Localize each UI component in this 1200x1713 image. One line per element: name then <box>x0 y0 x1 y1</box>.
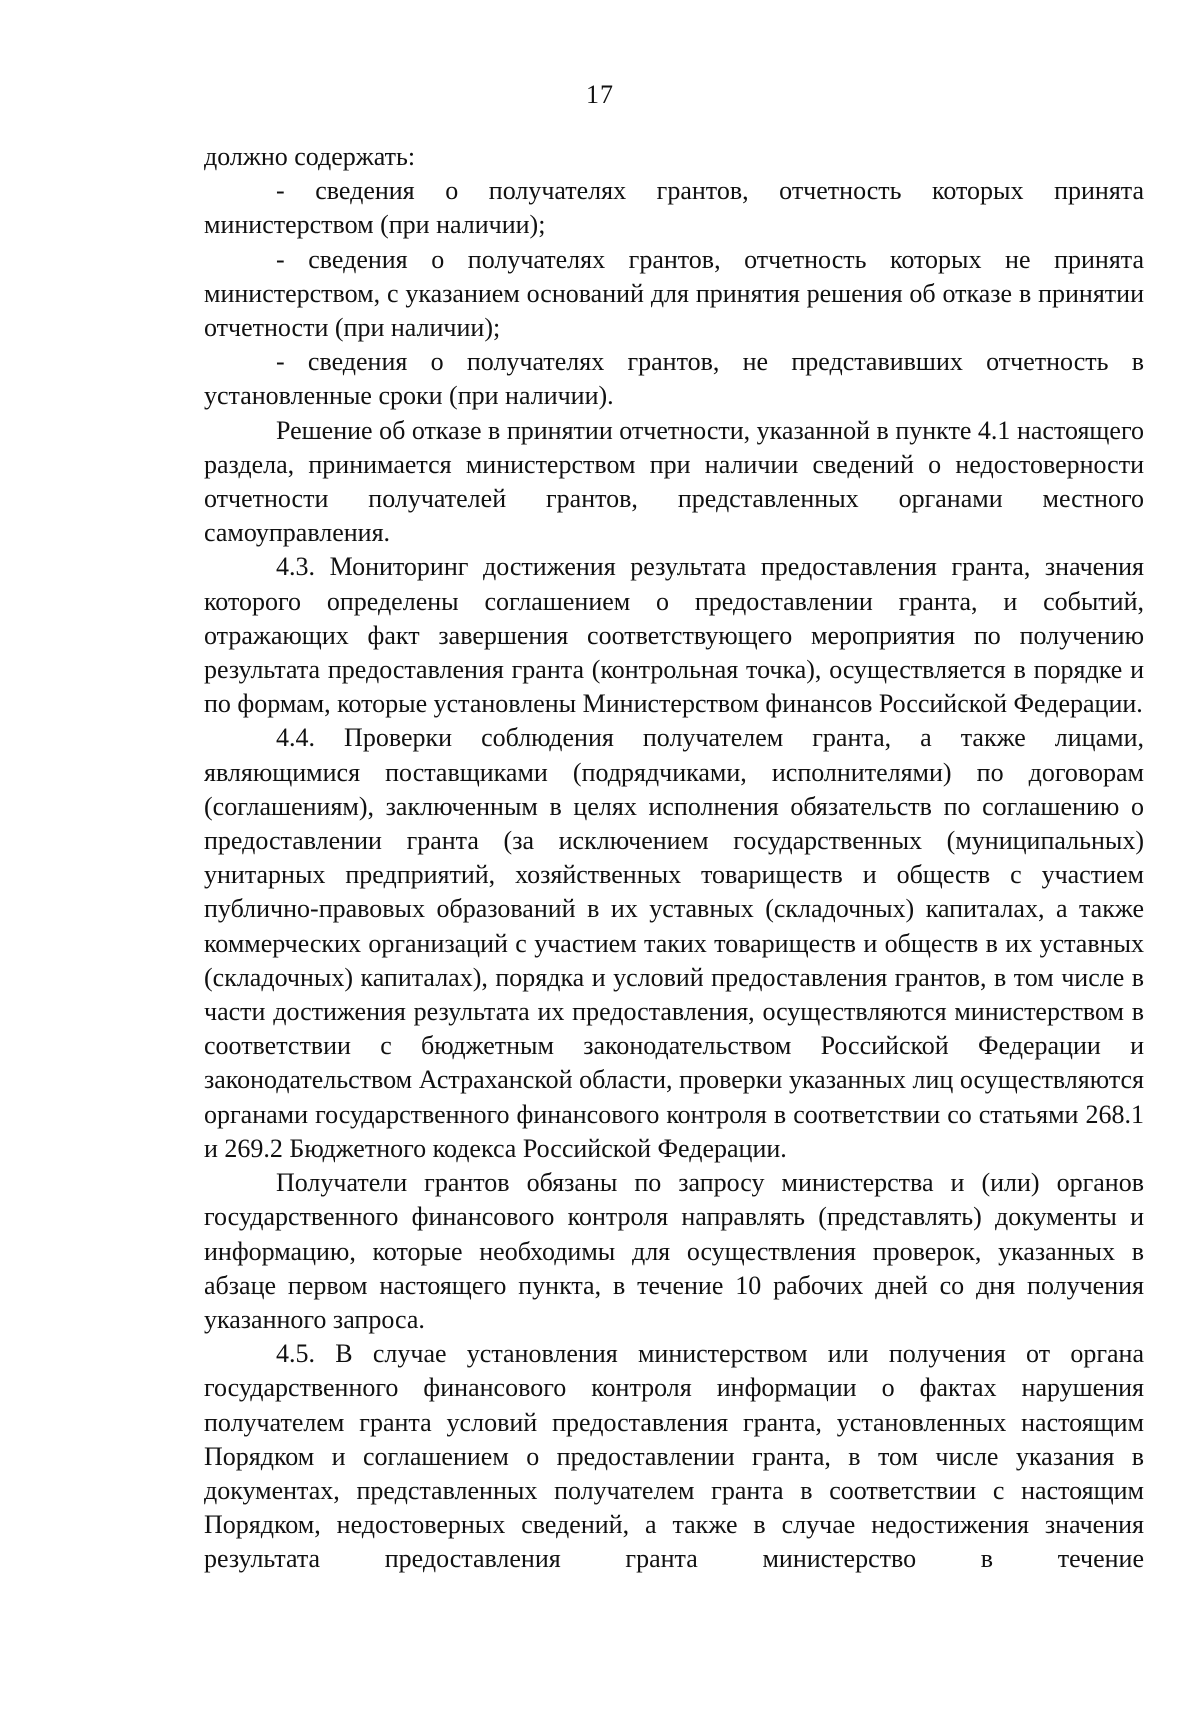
list-item-rejected: - сведения о получателях грантов, отчетность которых не принята министерством, с указанием оснований для принятия решения об отказе в принятии отчетности (при наличии); <box>204 244 1144 343</box>
paragraph-intro: должно содержать: <box>204 142 416 171</box>
list-item-not-submitted: - сведения о получателях грантов, не представивших отчетность в установленные сроки (при наличии). <box>204 347 1144 411</box>
paragraph-rejection-decision: Решение об отказе в принятии отчетности, указанной в пункте 4.1 настоящего раздела, принимается министерством при наличии сведений о недостоверности отчетности получателей грантов, представленных органами местного самоуправления. <box>204 415 1144 548</box>
paragraph-4-3: 4.3. Мониторинг достижения результата предоставления гранта, значения которого определены соглашением о предоставлении гранта, и событий, отражающих факт завершения соответствующего мероприятия по получению результата предоставления гранта (контрольная точка), осуществляется в порядке и по формам, которые установлены Министерством финансов Российской Федерации. <box>204 552 1144 719</box>
paragraph-4-5: 4.5. В случае установления министерством или получения от органа государственного финансового контроля информации о фактах нарушения получателем гранта условий предоставления гранта, установленных настоящим Порядком и соглашением о предоставлении гранта, в том числе указания в документах, представленных получателем гранта в соответствии с настоящим Порядком, недостоверных сведений, а также в случае недостижения значения результата предоставления гранта министерство в течение <box>204 1339 1144 1574</box>
list-item-accepted: - сведения о получателях грантов, отчетность которых принята министерством (при наличии); <box>204 176 1144 240</box>
page-number: 17 <box>586 80 614 109</box>
paragraph-4-4: 4.4. Проверки соблюдения получателем гранта, а также лицами, являющимися поставщиками (подрядчиками, исполнителями) по договорам (соглашениям), заключенным в целях исполнения обязательств по соглашению о предоставлении гранта (за исключением государственных (муниципальных) унитарных предприятий, хозяйственных товариществ и обществ с участием публично-правовых образований в их уставных (складочных) капиталах, а также коммерческих организаций с участием таких товариществ и обществ в их уставных (складочных) капиталах), порядка и условий предоставления грантов, в том числе в части достижения результата их предоставления, осуществляются министерством в соответствии с бюджетным законодательством Российской Федерации и законодательством Астраханской области, проверки указанных лиц осуществляются органами государственного финансового контроля в соответствии со статьями 268.1 и 269.2 Бюджетного кодекса Российской Федерации. <box>204 723 1144 1163</box>
paragraph-obligations: Получатели грантов обязаны по запросу министерства и (или) органов государственного финансового контроля направлять (представлять) документы и информацию, которые необходимы для осуществления проверок, указанных в абзаце первом настоящего пункта, в течение 10 рабочих дней со дня получения указанного запроса. <box>204 1168 1144 1334</box>
document-body <box>204 140 1144 1577</box>
